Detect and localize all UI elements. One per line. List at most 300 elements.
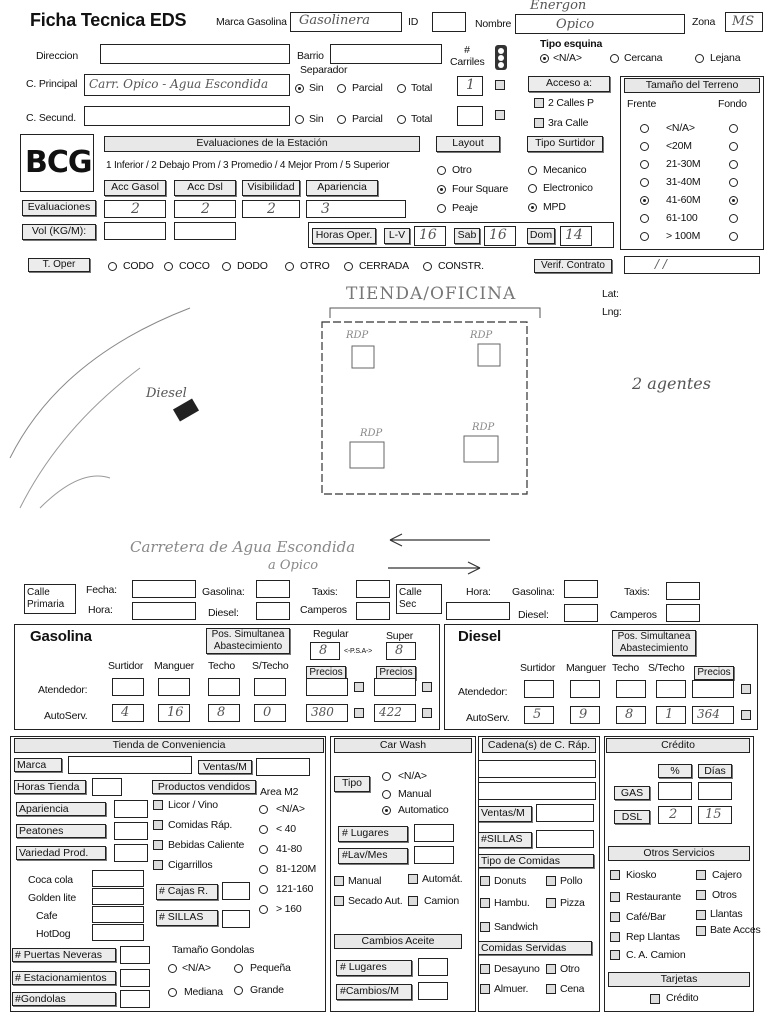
surtidor-mpd-radio[interactable] (528, 203, 537, 212)
gas-precio-super-check-0[interactable] (422, 682, 432, 692)
otros-check-2[interactable] (610, 892, 620, 902)
credito-gas-dias[interactable] (698, 782, 732, 800)
tienda-row-label-1[interactable]: Peatones (16, 824, 106, 838)
otros-check-6[interactable] (610, 932, 620, 942)
carwash-secado-check[interactable] (334, 896, 344, 906)
brand-field-2[interactable] (92, 906, 144, 923)
carwash-auto-radio[interactable] (382, 806, 391, 815)
t-oper-radio-4[interactable] (344, 262, 353, 271)
gondolas-field[interactable] (120, 990, 150, 1008)
gas-precio-super-autoserv[interactable] (374, 704, 416, 722)
credito-pct-header: % (658, 764, 692, 778)
area-radio-2[interactable] (259, 845, 268, 854)
dsl-precio-value: 364 (697, 707, 720, 721)
taxis-field-2[interactable] (666, 582, 700, 600)
carwash-manual-label: Manual (398, 788, 432, 800)
carwash-na-radio[interactable] (382, 772, 391, 781)
otros-label-1: Cajero (712, 869, 742, 881)
dom-button[interactable]: Dom (527, 228, 555, 244)
separador-sin-radio[interactable] (295, 84, 304, 93)
gas-precio-regular-check-1[interactable] (354, 708, 364, 718)
fecha-field-1[interactable] (132, 580, 196, 598)
gas-precio-regular-check-0[interactable] (354, 682, 364, 692)
separador2-total-radio[interactable] (397, 115, 406, 124)
layout-otro-radio[interactable] (437, 166, 446, 175)
road-curve-inner (20, 368, 140, 508)
brand-field-1[interactable] (92, 888, 144, 905)
eval-acc-dsl-field[interactable] (174, 200, 236, 218)
aceite-lugares-field[interactable] (418, 958, 448, 976)
terreno-fondo-radio-5[interactable] (729, 214, 738, 223)
cadena-ventas-field[interactable] (536, 804, 594, 822)
terreno-fondo-radio-1[interactable] (729, 142, 738, 151)
carriles-value: 1 (466, 77, 475, 93)
t-oper-label-4: CERRADA (359, 260, 409, 272)
tercera-calle-check[interactable] (534, 118, 544, 128)
cadena-field-2[interactable] (478, 782, 596, 800)
gond-grande-radio[interactable] (234, 986, 243, 995)
fondo-label: Fondo (718, 98, 747, 110)
carwash-lugares-field[interactable] (414, 824, 454, 842)
acc-dsl-button[interactable]: Acc Dsl (174, 180, 236, 196)
gas-autoserv-value-0: 4 (121, 705, 130, 720)
terreno-fondo-radio-4[interactable] (729, 196, 738, 205)
gond-pequena-radio[interactable] (234, 964, 243, 973)
surtidor-mecanico-label: Mecanico (543, 164, 587, 176)
terreno-frente-radio-6[interactable] (640, 232, 649, 241)
dsl-atendedor-field-0[interactable] (524, 680, 554, 698)
esquina-lejana-radio[interactable] (695, 54, 704, 63)
servida-check-3[interactable] (546, 984, 556, 994)
dsl-autoserv-value-1: 9 (579, 707, 588, 722)
dsl-autoserv-value-2: 8 (625, 707, 634, 722)
cadena-sillas-button[interactable]: #SILLAS (478, 832, 532, 848)
terreno-title: Tamaño del Terreno (624, 78, 760, 93)
separador-parcial-radio[interactable] (337, 84, 346, 93)
cajas-button[interactable]: # Cajas R. (156, 884, 218, 900)
terreno-frente-radio-5[interactable] (640, 214, 649, 223)
acc-gasol-button[interactable]: Acc Gasol (104, 180, 166, 196)
gas-precio-super-atendedor[interactable] (374, 678, 416, 696)
credito-dsl-pct-value: 2 (669, 807, 678, 822)
carwash-lavmes-field[interactable] (414, 846, 454, 864)
tienda-marca-field[interactable] (68, 756, 192, 774)
otros-check-7[interactable] (696, 926, 706, 936)
gas-autoserv-field-0[interactable] (112, 704, 144, 722)
carwash-manual-check[interactable] (334, 876, 344, 886)
dsl-precios-button[interactable]: Precios (694, 666, 734, 680)
t-oper-button[interactable]: T. Oper (28, 258, 90, 272)
gas-autoserv-value-2: 8 (217, 705, 226, 720)
surtidor-mpd-label: MPD (543, 201, 566, 213)
producto-check-0[interactable] (153, 800, 163, 810)
barrio-field[interactable] (330, 44, 442, 64)
separador-sin-label: Sin (309, 82, 324, 94)
c-secund-field[interactable] (84, 106, 290, 126)
id-field[interactable] (432, 12, 466, 32)
carriles-label: # Carriles (450, 44, 485, 68)
gond-na-label: <N/A> (182, 962, 211, 974)
gas-col-surtidor: Surtidor (108, 660, 144, 672)
cadena-field-1[interactable] (478, 760, 596, 778)
otros-check-5[interactable] (696, 910, 706, 920)
gond-na-radio[interactable] (168, 964, 177, 973)
barrio-label: Barrio (297, 50, 324, 62)
dos-calles-label: 2 Calles P (548, 97, 594, 109)
aceite-lugares-button[interactable]: # Lugares (336, 960, 412, 976)
nombre-field[interactable] (515, 14, 685, 34)
otros-label-0: Kiosko (626, 869, 657, 881)
t-oper-radio-0[interactable] (108, 262, 117, 271)
credito-dsl-pct[interactable] (658, 806, 692, 824)
carwash-manual-radio[interactable] (382, 790, 391, 799)
area-m2-label: Area M2 (260, 786, 299, 798)
camperos-field-2[interactable] (666, 604, 700, 622)
gas-autoserv-field-2[interactable] (208, 704, 240, 722)
t-oper-radio-3[interactable] (285, 262, 294, 271)
terreno-frente-radio-2[interactable] (640, 160, 649, 169)
dsl-atendedor-label: Atendedor: (458, 686, 508, 698)
brand-label-3: HotDog (36, 928, 71, 940)
diesel-count-field-2[interactable] (564, 604, 598, 622)
terreno-option-label-3: 31-40M (666, 176, 701, 188)
producto-check-2[interactable] (153, 840, 163, 850)
terreno-frente-radio-1[interactable] (640, 142, 649, 151)
t-oper-label-2: DODO (237, 260, 268, 272)
regular-label: Regular (313, 628, 349, 640)
dsl-autoserv-field-3[interactable] (656, 706, 686, 724)
gas-atendedor-field-2[interactable] (208, 678, 240, 696)
gas-autoserv-field-1[interactable] (158, 704, 190, 722)
dsl-precio-atendedor[interactable] (692, 680, 734, 698)
dsl-autoserv-field-1[interactable] (570, 706, 600, 724)
dsl-atendedor-field-2[interactable] (616, 680, 646, 698)
credito-gas-label: GAS (614, 786, 650, 800)
brand-field-3[interactable] (92, 924, 144, 941)
rdp-label-3: RDP (360, 428, 383, 439)
super-pos-field[interactable] (386, 642, 416, 660)
gas-precio-regular-autoserv[interactable] (306, 704, 348, 722)
gas-col-techo: Techo (208, 660, 236, 672)
puertas-neveras-button[interactable]: # Puertas Neveras (12, 948, 116, 962)
verif-contrato-field[interactable] (624, 256, 760, 274)
area-radio-0[interactable] (259, 805, 268, 814)
layout-button[interactable]: Layout (436, 136, 500, 152)
tienda-row-field-2[interactable] (114, 844, 148, 862)
credito-dsl-label: DSL (614, 810, 650, 824)
comida-check-4[interactable] (480, 922, 490, 932)
dsl-atendedor-field-3[interactable] (656, 680, 686, 698)
tienda-marca-button[interactable]: Marca (14, 758, 62, 772)
separador-total-radio[interactable] (397, 84, 406, 93)
gas-precios-button-2[interactable]: Precios (376, 666, 416, 680)
terreno-option-label-6: > 100M (666, 230, 701, 242)
surtidor-mecanico-radio[interactable] (528, 166, 537, 175)
acceso-button[interactable]: Acceso a: (528, 76, 610, 92)
comida-check-3[interactable] (546, 898, 556, 908)
tarjetas-title: Tarjetas (608, 972, 750, 987)
eval-acc-gasol-field[interactable] (104, 200, 166, 218)
lat-label: Lat: (602, 288, 619, 300)
traffic-light-icon (490, 44, 512, 72)
gas-col-stecho: S/Techo (252, 660, 289, 672)
dsl-autoserv-field-0[interactable] (524, 706, 554, 724)
gond-pequena-label: Pequeña (250, 962, 291, 974)
comidas-servidas-button[interactable]: Comidas Servidas (478, 941, 592, 955)
credito-title: Crédito (606, 738, 750, 753)
otros-check-4[interactable] (610, 912, 620, 922)
carriles-check[interactable] (495, 80, 505, 90)
terreno-option-label-0: <N/A> (666, 122, 695, 134)
carwash-title: Car Wash (334, 738, 472, 753)
dsl-atendedor-field-1[interactable] (570, 680, 600, 698)
gasolina-pos-button[interactable]: Pos. Simultanea Abastecimiento (206, 628, 290, 654)
area-label-4: 121-160 (276, 883, 314, 895)
carriles2-field[interactable] (457, 106, 483, 126)
cadena-ventas-button[interactable]: Ventas/M (478, 806, 532, 822)
hora-field-2[interactable] (446, 602, 510, 620)
estacionamientos-field[interactable] (120, 969, 150, 987)
dsl-precio-check-0[interactable] (741, 684, 751, 694)
carriles-field[interactable] (457, 76, 483, 96)
otros-check-3[interactable] (696, 890, 706, 900)
dos-calles-check[interactable] (534, 98, 544, 108)
area-radio-4[interactable] (259, 885, 268, 894)
gond-mediana-radio[interactable] (168, 988, 177, 997)
visibilidad-button[interactable]: Visibilidad (242, 180, 300, 196)
esquina-lejana-label: Lejana (710, 52, 741, 64)
verif-contrato-value: / / (655, 257, 667, 271)
carwash-tipo-button[interactable]: Tipo (334, 776, 370, 792)
productos-button[interactable]: Productos vendidos (152, 780, 256, 794)
brand-label-1: Golden lite (28, 892, 76, 904)
otros-servicios-title: Otros Servicios (608, 846, 750, 861)
area-radio-3[interactable] (259, 865, 268, 874)
terreno-fondo-radio-3[interactable] (729, 178, 738, 187)
zona-field[interactable] (725, 12, 763, 32)
t-oper-radio-1[interactable] (164, 262, 173, 271)
dsl-autoserv-value-3: 1 (665, 707, 674, 722)
camperos-field-1[interactable] (356, 602, 390, 620)
credito-dsl-dias-value: 15 (705, 807, 722, 822)
tienda-row-field-1[interactable] (114, 822, 148, 840)
comida-label-0: Donuts (494, 875, 527, 887)
servida-check-1[interactable] (546, 964, 556, 974)
carriles2-check[interactable] (495, 110, 505, 120)
evaluaciones-button[interactable]: Evaluaciones (22, 200, 96, 216)
lng-label: Lng: (602, 306, 622, 318)
layout-peaje-label: Peaje (452, 202, 478, 214)
tienda-row-field-0[interactable] (114, 800, 148, 818)
gasolina-count-field-1[interactable] (256, 580, 290, 598)
regular-pos-field[interactable] (310, 642, 340, 660)
area-radio-5[interactable] (259, 905, 268, 914)
t-oper-label-0: CODO (123, 260, 154, 272)
comida-check-2[interactable] (480, 898, 490, 908)
area-radio-1[interactable] (259, 825, 268, 834)
terreno-fondo-radio-0[interactable] (729, 124, 738, 133)
dsl-col-techo: Techo (612, 662, 640, 674)
comida-check-1[interactable] (546, 876, 556, 886)
eval-visibilidad-field[interactable] (242, 200, 300, 218)
cambios-aceite-title: Cambios Aceite (334, 934, 462, 949)
terreno-fondo-radio-2[interactable] (729, 160, 738, 169)
t-oper-radio-2[interactable] (222, 262, 231, 271)
lv-button[interactable]: L-V (384, 228, 410, 244)
terreno-option-label-1: <20M (666, 140, 692, 152)
brand-label-0: Coca cola (28, 874, 73, 886)
vol-button[interactable]: Vol (KG/M): (22, 224, 96, 240)
otros-label-6: Rep Llantas (626, 931, 680, 943)
tienda-ventas-field[interactable] (256, 758, 310, 776)
area-label-0: <N/A> (276, 803, 305, 815)
dsl-autoserv-field-2[interactable] (616, 706, 646, 724)
comida-check-0[interactable] (480, 876, 490, 886)
sillas-button[interactable]: # SILLAS (156, 910, 218, 926)
gondolas-button[interactable]: #Gondolas (12, 992, 116, 1006)
tipo-surtidor-button[interactable]: Tipo Surtidor (527, 136, 603, 152)
credito-dsl-dias[interactable] (698, 806, 732, 824)
tienda-ventas-button[interactable]: Ventas/M (198, 760, 252, 774)
bcg-logo: BCG (25, 145, 92, 180)
eval-apariencia-field[interactable] (306, 200, 406, 218)
servida-check-0[interactable] (480, 964, 490, 974)
t-oper-radio-5[interactable] (423, 262, 432, 271)
gasolina-count-label-2: Gasolina: (512, 586, 555, 598)
gas-autoserv-value-3: 0 (263, 705, 272, 720)
terreno-frente-radio-0[interactable] (640, 124, 649, 133)
esquina-na-label: <N/A> (553, 52, 582, 64)
carwash-camion-label: Camion (424, 895, 459, 907)
producto-check-3[interactable] (153, 860, 163, 870)
credito-gas-pct[interactable] (658, 782, 692, 800)
separador2-parcial-radio[interactable] (337, 115, 346, 124)
terreno-frente-radio-4[interactable] (640, 196, 649, 205)
verif-contrato-button[interactable]: Verif. Contrato (534, 259, 612, 273)
evaluaciones-scale: 1 Inferior / 2 Debajo Prom / 3 Promedio / 4 Mejor Prom / 5 Superior (106, 160, 390, 171)
tarjeta-credito-check[interactable] (650, 994, 660, 1004)
cambios-mes-field[interactable] (418, 982, 448, 1000)
sab-field[interactable] (484, 226, 516, 246)
diesel-pos-button[interactable]: Pos. Simultanea Abastecimiento (612, 630, 696, 656)
otros-check-0[interactable] (610, 870, 620, 880)
estacionamientos-button[interactable]: # Estacionamientos (12, 971, 116, 985)
cajas-field[interactable] (222, 882, 250, 900)
carwash-lugares-button[interactable]: # Lugares (338, 826, 408, 842)
otros-check-8[interactable] (610, 950, 620, 960)
gas-precio-regular-atendedor[interactable] (306, 678, 348, 696)
gas-precio-super-check-1[interactable] (422, 708, 432, 718)
carwash-automat-check[interactable] (408, 874, 418, 884)
super-label: Super (386, 630, 414, 642)
terreno-frente-radio-3[interactable] (640, 178, 649, 187)
marca-label: Marca Gasolina (216, 16, 287, 28)
horas-oper-button[interactable]: Horas Oper. (312, 228, 376, 244)
tam-gondolas-label: Tamaño Gondolas (172, 944, 255, 956)
a-opico-note: a Opico (268, 558, 319, 573)
diesel-count-label-2: Diesel: (518, 609, 549, 621)
eval-acc-dsl-value: 2 (201, 201, 210, 217)
eval-apariencia-value: 3 (321, 201, 330, 217)
hora-field-1[interactable] (132, 602, 196, 620)
separador-label: Separador (300, 64, 348, 76)
sillas-field[interactable] (222, 910, 250, 928)
puertas-neveras-field[interactable] (120, 946, 150, 964)
horas-tienda-field[interactable] (92, 778, 122, 796)
c-principal-field[interactable] (84, 74, 290, 96)
area-label-5: > 160 (276, 903, 302, 915)
servida-label-1: Otro (560, 963, 580, 975)
vol-field-2[interactable] (174, 222, 236, 240)
gas-atendedor-field-1[interactable] (158, 678, 190, 696)
layout-peaje-radio[interactable] (437, 204, 446, 213)
gas-atendedor-field-0[interactable] (112, 678, 144, 696)
tercera-calle-label: 3ra Calle (548, 117, 589, 129)
agentes-note: 2 agentes (632, 374, 711, 393)
evaluaciones-header: Evaluaciones de la Estación (104, 136, 420, 152)
carwash-lavmes-button[interactable]: #Lav/Mes (338, 848, 408, 864)
dsl-autoserv-label: AutoServ. (466, 712, 510, 724)
sab-button[interactable]: Sab (454, 228, 480, 244)
id-label: ID (408, 16, 419, 28)
layout-foursquare-radio[interactable] (437, 185, 446, 194)
surtidor-electronico-label: Electronico (543, 182, 593, 194)
carwash-auto-label: Automatico (398, 804, 449, 816)
lv-field[interactable] (414, 226, 446, 246)
cambios-mes-button[interactable]: #Cambios/M (336, 984, 412, 1000)
direccion-field[interactable] (100, 44, 290, 64)
apariencia-button[interactable]: Apariencia (306, 180, 378, 196)
esquina-na-radio[interactable] (540, 54, 549, 63)
diesel-count-field-1[interactable] (256, 602, 290, 620)
credito-dias-header: Días (698, 764, 732, 778)
tipo-comidas-button[interactable]: Tipo de Comidas (478, 854, 594, 868)
tienda-row-label-2[interactable]: Variedad Prod. (16, 846, 106, 860)
otros-label-4: Café/Bar (626, 911, 666, 923)
dom-field[interactable] (560, 226, 592, 246)
tienda-row-label-0[interactable]: Apariencia (16, 802, 106, 816)
vol-field-1[interactable] (104, 222, 166, 240)
cadena-sillas-field[interactable] (536, 830, 594, 848)
gas-atendedor-field-3[interactable] (254, 678, 286, 696)
marca-field[interactable] (290, 12, 402, 32)
zona-label: Zona (692, 16, 716, 28)
surtidor-electronico-radio[interactable] (528, 184, 537, 193)
dsl-precio-check-1[interactable] (741, 710, 751, 720)
carwash-automat-check-label: Automát. (422, 873, 463, 885)
gasolina-count-field-2[interactable] (564, 580, 598, 598)
marca-value: Gasolinera (299, 13, 370, 28)
taxis-field-1[interactable] (356, 580, 390, 598)
servida-label-2: Almuer. (494, 983, 529, 995)
producto-check-1[interactable] (153, 820, 163, 830)
esquina-cercana-radio[interactable] (610, 54, 619, 63)
gas-precios-button-1[interactable]: Precios (306, 666, 346, 680)
brand-field-0[interactable] (92, 870, 144, 887)
producto-label-0: Licor / Vino (168, 799, 218, 811)
terreno-option-label-2: 21-30M (666, 158, 701, 170)
site-sketch (0, 278, 770, 578)
dsl-precio-autoserv[interactable] (692, 706, 734, 724)
otros-check-1[interactable] (696, 870, 706, 880)
servida-check-2[interactable] (480, 984, 490, 994)
separador2-sin-radio[interactable] (295, 115, 304, 124)
carwash-na-label: <N/A> (398, 770, 427, 782)
horas-tienda-button[interactable]: Horas Tienda (14, 780, 86, 794)
gas-autoserv-field-3[interactable] (254, 704, 286, 722)
terreno-fondo-radio-6[interactable] (729, 232, 738, 241)
carwash-camion-check[interactable] (408, 896, 418, 906)
